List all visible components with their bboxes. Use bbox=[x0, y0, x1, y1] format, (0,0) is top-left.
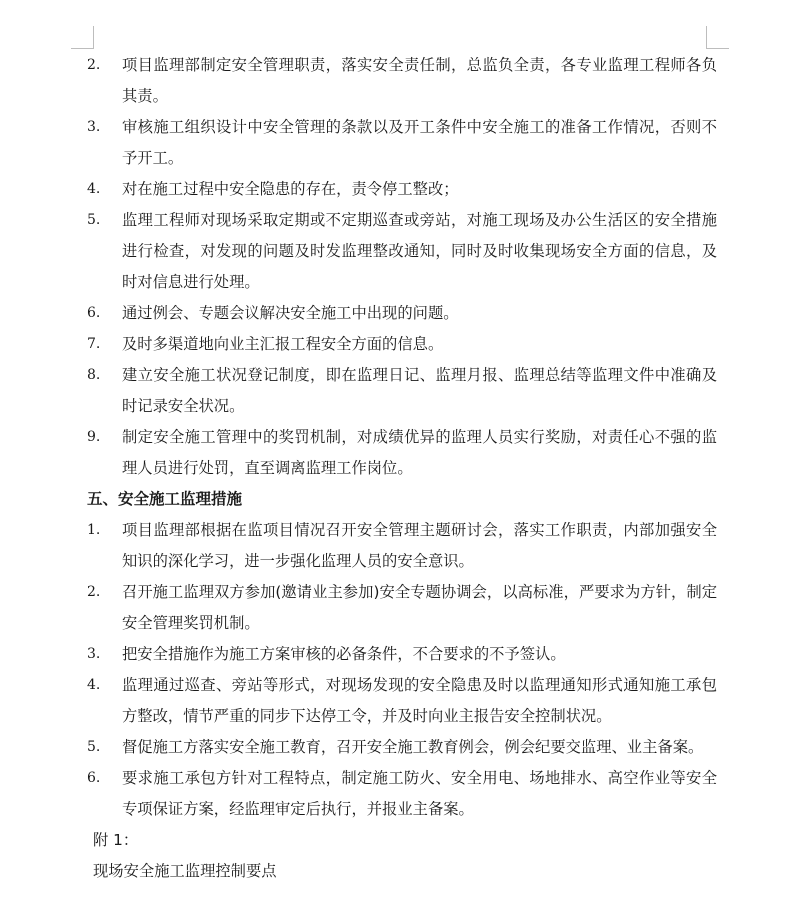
list-item bbox=[87, 763, 717, 825]
list-item bbox=[87, 205, 717, 298]
list-text: 制定安全施工管理中的奖罚机制，对成绩优异的监理人员实行奖励，对责任心不强的监理人员进行处罚，直至调离监理工作岗位。 bbox=[122, 428, 717, 477]
list-number: 6. bbox=[87, 770, 101, 786]
list-number: 7. bbox=[87, 336, 101, 352]
list-item bbox=[87, 360, 717, 422]
section-a-list bbox=[87, 50, 717, 484]
list-text: 审核施工组织设计中安全管理的条款以及开工条件中安全施工的准备工作情况，否则不予开工。 bbox=[122, 118, 717, 167]
list-number: 2. bbox=[87, 584, 101, 600]
list-text: 要求施工承包方针对工程特点，制定施工防火、安全用电、场地排水、高空作业等安全专项保证方案，经监理审定后执行，并报业主备案。 bbox=[122, 769, 717, 818]
crop-mark-top-left bbox=[71, 26, 94, 49]
list-text: 把安全措施作为施工方案审核的必备条件，不合要求的不予签认。 bbox=[122, 645, 566, 663]
list-item bbox=[87, 639, 717, 670]
document-body bbox=[87, 50, 717, 887]
list-item bbox=[87, 329, 717, 360]
list-number: 8. bbox=[87, 367, 101, 383]
list-item bbox=[87, 515, 717, 577]
list-text: 通过例会、专题会议解决安全施工中出现的问题。 bbox=[122, 304, 459, 322]
list-item bbox=[87, 732, 717, 763]
list-item bbox=[87, 50, 717, 112]
section-heading: 五、安全施工监理措施 bbox=[87, 490, 243, 508]
list-number: 4. bbox=[87, 181, 101, 197]
list-text: 建立安全施工状况登记制度，即在监理日记、监理月报、监理总结等监理文件中准确及时记录安全状况。 bbox=[122, 366, 717, 415]
list-number: 5. bbox=[87, 739, 101, 755]
list-text: 项目监理部根据在监项目情况召开安全管理主题研讨会，落实工作职责，内部加强安全知识的深化学习，进一步强化监理人员的安全意识。 bbox=[122, 521, 717, 570]
list-item bbox=[87, 577, 717, 639]
list-text: 项目监理部制定安全管理职责，落实安全责任制，总监负全责，各专业监理工程师各负其责。 bbox=[122, 56, 717, 105]
list-text: 召开施工监理双方参加(邀请业主参加)安全专题协调会，以高标准，严要求为方针，制定安全管理奖罚机制。 bbox=[122, 583, 717, 632]
list-number: 1. bbox=[87, 522, 101, 538]
list-number: 3. bbox=[87, 646, 101, 662]
list-number: 4. bbox=[87, 677, 101, 693]
appendix-label: 附 1： bbox=[93, 831, 139, 849]
list-item bbox=[87, 112, 717, 174]
list-number: 9. bbox=[87, 429, 101, 445]
list-text: 及时多渠道地向业主汇报工程安全方面的信息。 bbox=[122, 335, 444, 353]
section-b-list bbox=[87, 515, 717, 825]
list-item bbox=[87, 298, 717, 329]
list-text: 监理工程师对现场采取定期或不定期巡查或旁站，对施工现场及办公生活区的安全措施进行检查，对发现的问题及时发监理整改通知，同时及时收集现场安全方面的信息，及时对信息进行处理。 bbox=[122, 211, 717, 291]
list-number: 6. bbox=[87, 305, 101, 321]
appendix-title: 现场安全施工监理控制要点 bbox=[93, 862, 277, 880]
list-item bbox=[87, 174, 717, 205]
list-item bbox=[87, 422, 717, 484]
list-item bbox=[87, 670, 717, 732]
list-text: 监理通过巡查、旁站等形式，对现场发现的安全隐患及时以监理通知形式通知施工承包方整改，情节严重的同步下达停工令，并及时向业主报告安全控制状况。 bbox=[122, 676, 717, 725]
list-number: 3. bbox=[87, 119, 101, 135]
crop-mark-top-right bbox=[706, 26, 729, 49]
list-text: 对在施工过程中安全隐患的存在，责令停工整改； bbox=[122, 180, 459, 198]
list-text: 督促施工方落实安全施工教育，召开安全施工教育例会，例会纪要交监理、业主备案。 bbox=[122, 738, 704, 756]
list-number: 5. bbox=[87, 212, 101, 228]
list-number: 2. bbox=[87, 57, 101, 73]
